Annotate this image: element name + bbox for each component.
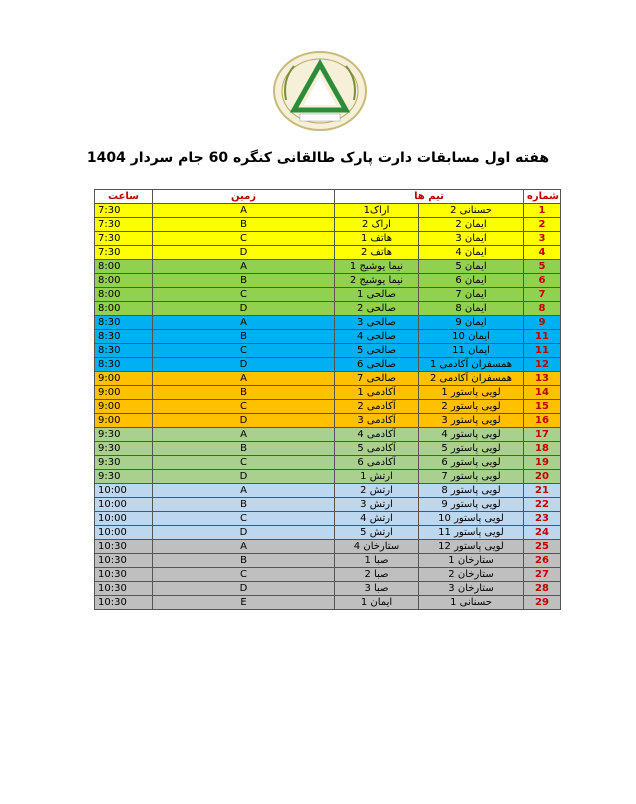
match-time: 7:30 xyxy=(95,204,153,218)
table-header-row xyxy=(95,190,561,204)
match-time: 8:30 xyxy=(95,344,153,358)
header-field: زمین xyxy=(153,190,335,204)
match-team-1: ایمان 9 xyxy=(419,316,524,330)
match-team-2: صالحی 5 xyxy=(335,344,419,358)
match-number: 12 xyxy=(524,358,561,372)
match-field: C xyxy=(153,512,335,526)
match-field: D xyxy=(153,358,335,372)
table-row xyxy=(95,512,561,526)
match-field: E xyxy=(153,596,335,610)
match-team-1: ایمان 7 xyxy=(419,288,524,302)
table-row xyxy=(95,344,561,358)
match-field: B xyxy=(153,386,335,400)
match-team-1: لویی پاستور 3 xyxy=(419,414,524,428)
table-row xyxy=(95,456,561,470)
match-number: 28 xyxy=(524,582,561,596)
match-team-1: ستارخان 2 xyxy=(419,568,524,582)
match-team-2: صالحی 7 xyxy=(335,372,419,386)
match-field: A xyxy=(153,260,335,274)
match-team-2: آکادمی 3 xyxy=(335,414,419,428)
match-number: 17 xyxy=(524,428,561,442)
match-field: B xyxy=(153,218,335,232)
table-row xyxy=(95,260,561,274)
table-row xyxy=(95,428,561,442)
congress-60-logo xyxy=(272,50,368,132)
match-time: 10:30 xyxy=(95,540,153,554)
match-team-2: صبا 2 xyxy=(335,568,419,582)
table-row xyxy=(95,274,561,288)
table-row xyxy=(95,358,561,372)
match-team-2: نیما یوشیج 1 xyxy=(335,260,419,274)
table-row xyxy=(95,596,561,610)
match-number: 23 xyxy=(524,512,561,526)
match-time: 10:00 xyxy=(95,484,153,498)
match-number: 25 xyxy=(524,540,561,554)
match-team-2: هاتف 1 xyxy=(335,232,419,246)
match-team-1: همسفران آکادمی 2 xyxy=(419,372,524,386)
match-team-1: لویی پاستور 1 xyxy=(419,386,524,400)
match-field: D xyxy=(153,470,335,484)
match-field: B xyxy=(153,330,335,344)
match-team-2: آکادمی 2 xyxy=(335,400,419,414)
match-team-2: آکادمی 6 xyxy=(335,456,419,470)
match-team-2: آکادمی 5 xyxy=(335,442,419,456)
match-team-1: همسفران آکادمی 1 xyxy=(419,358,524,372)
match-number: 16 xyxy=(524,414,561,428)
match-number: 22 xyxy=(524,498,561,512)
table-row xyxy=(95,498,561,512)
match-number: 11 xyxy=(524,344,561,358)
table-row xyxy=(95,204,561,218)
match-number: 20 xyxy=(524,470,561,484)
match-team-2: صبا 3 xyxy=(335,582,419,596)
match-team-2: نیما یوشیج 2 xyxy=(335,274,419,288)
match-time: 10:30 xyxy=(95,554,153,568)
match-time: 10:00 xyxy=(95,498,153,512)
match-number: 8 xyxy=(524,302,561,316)
match-team-2: اراک 2 xyxy=(335,218,419,232)
table-row xyxy=(95,400,561,414)
match-team-1: حسنانی 1 xyxy=(419,596,524,610)
match-field: C xyxy=(153,232,335,246)
match-time: 9:30 xyxy=(95,442,153,456)
match-team-2: ارتش 4 xyxy=(335,512,419,526)
match-team-2: ایمان 1 xyxy=(335,596,419,610)
match-time: 9:00 xyxy=(95,400,153,414)
match-team-2: صبا 1 xyxy=(335,554,419,568)
match-number: 2 xyxy=(524,218,561,232)
match-time: 9:00 xyxy=(95,372,153,386)
match-number: 15 xyxy=(524,400,561,414)
match-team-1: لویی پاستور 10 xyxy=(419,512,524,526)
match-team-2: صالحی 3 xyxy=(335,316,419,330)
match-time: 8:00 xyxy=(95,288,153,302)
match-team-2: ارتش 3 xyxy=(335,498,419,512)
match-time: 8:30 xyxy=(95,316,153,330)
table-row xyxy=(95,316,561,330)
table-row xyxy=(95,246,561,260)
table-row xyxy=(95,554,561,568)
table-row xyxy=(95,484,561,498)
match-field: A xyxy=(153,428,335,442)
match-team-1: لویی پاستور 4 xyxy=(419,428,524,442)
match-team-1: لویی پاستور 12 xyxy=(419,540,524,554)
header-time: ساعت xyxy=(95,190,153,204)
match-number: 29 xyxy=(524,596,561,610)
match-time: 10:30 xyxy=(95,596,153,610)
match-number: 26 xyxy=(524,554,561,568)
match-team-1: لویی پاستور 5 xyxy=(419,442,524,456)
match-team-1: لویی پاستور 8 xyxy=(419,484,524,498)
table-row xyxy=(95,582,561,596)
match-field: C xyxy=(153,344,335,358)
match-field: A xyxy=(153,540,335,554)
match-field: B xyxy=(153,274,335,288)
match-team-2: صالحی 4 xyxy=(335,330,419,344)
match-team-2: آکادمی 4 xyxy=(335,428,419,442)
match-number: 11 xyxy=(524,330,561,344)
match-field: A xyxy=(153,372,335,386)
table-row xyxy=(95,568,561,582)
header-teams: تیم ها xyxy=(335,190,524,204)
match-team-1: لویی پاستور 9 xyxy=(419,498,524,512)
match-field: B xyxy=(153,554,335,568)
match-time: 10:00 xyxy=(95,526,153,540)
match-time: 10:30 xyxy=(95,582,153,596)
match-team-2: صالحی 2 xyxy=(335,302,419,316)
match-number: 18 xyxy=(524,442,561,456)
match-time: 7:30 xyxy=(95,218,153,232)
match-field: D xyxy=(153,246,335,260)
match-time: 8:00 xyxy=(95,302,153,316)
match-number: 5 xyxy=(524,260,561,274)
table-row xyxy=(95,470,561,484)
match-time: 9:30 xyxy=(95,470,153,484)
match-number: 1 xyxy=(524,204,561,218)
match-team-2: هاتف 2 xyxy=(335,246,419,260)
match-time: 9:30 xyxy=(95,428,153,442)
table-row xyxy=(95,414,561,428)
match-time: 10:00 xyxy=(95,512,153,526)
match-team-2: ارتش 5 xyxy=(335,526,419,540)
page-title: هفته اول مسابقات دارت پارک طالقانی کنگره 60 جام سردار 1404 xyxy=(86,150,550,166)
table-row xyxy=(95,288,561,302)
match-team-1: لویی پاستور 11 xyxy=(419,526,524,540)
match-field: C xyxy=(153,288,335,302)
match-field: D xyxy=(153,302,335,316)
match-number: 13 xyxy=(524,372,561,386)
match-team-2: ارتش 2 xyxy=(335,484,419,498)
match-field: C xyxy=(153,456,335,470)
match-team-1: لویی پاستور 6 xyxy=(419,456,524,470)
match-time: 9:00 xyxy=(95,414,153,428)
match-field: A xyxy=(153,484,335,498)
match-team-1: ایمان 5 xyxy=(419,260,524,274)
match-number: 9 xyxy=(524,316,561,330)
table-row xyxy=(95,232,561,246)
match-team-1: ایمان 8 xyxy=(419,302,524,316)
match-time: 7:30 xyxy=(95,232,153,246)
match-team-1: ایمان 10 xyxy=(419,330,524,344)
match-field: A xyxy=(153,204,335,218)
match-time: 8:00 xyxy=(95,260,153,274)
match-time: 9:00 xyxy=(95,386,153,400)
match-number: 27 xyxy=(524,568,561,582)
match-team-1: لویی پاستور 2 xyxy=(419,400,524,414)
table-row xyxy=(95,540,561,554)
match-schedule-table xyxy=(94,189,561,610)
match-team-2: صالحی 6 xyxy=(335,358,419,372)
match-team-1: ایمان 11 xyxy=(419,344,524,358)
match-team-1: ایمان 4 xyxy=(419,246,524,260)
match-number: 21 xyxy=(524,484,561,498)
match-team-2: صالحی 1 xyxy=(335,288,419,302)
match-team-1: ستارخان 3 xyxy=(419,582,524,596)
table-row xyxy=(95,330,561,344)
match-field: D xyxy=(153,414,335,428)
match-team-2: ستارخان 4 xyxy=(335,540,419,554)
table-row xyxy=(95,386,561,400)
match-number: 6 xyxy=(524,274,561,288)
match-field: B xyxy=(153,498,335,512)
match-field: C xyxy=(153,400,335,414)
match-team-1: حسنانی 2 xyxy=(419,204,524,218)
match-time: 10:30 xyxy=(95,568,153,582)
header-number: شماره xyxy=(524,190,561,204)
match-team-1: ستارخان 1 xyxy=(419,554,524,568)
table-row xyxy=(95,372,561,386)
match-team-1: لویی پاستور 7 xyxy=(419,470,524,484)
match-number: 4 xyxy=(524,246,561,260)
match-field: C xyxy=(153,568,335,582)
match-field: B xyxy=(153,442,335,456)
table-row xyxy=(95,302,561,316)
table-row xyxy=(95,442,561,456)
match-number: 14 xyxy=(524,386,561,400)
match-time: 8:30 xyxy=(95,358,153,372)
match-team-1: ایمان 6 xyxy=(419,274,524,288)
match-field: D xyxy=(153,526,335,540)
match-team-1: ایمان 3 xyxy=(419,232,524,246)
match-number: 3 xyxy=(524,232,561,246)
match-time: 8:00 xyxy=(95,274,153,288)
match-number: 24 xyxy=(524,526,561,540)
match-time: 8:30 xyxy=(95,330,153,344)
match-team-2: اراک1 xyxy=(335,204,419,218)
match-field: A xyxy=(153,316,335,330)
match-team-1: ایمان 2 xyxy=(419,218,524,232)
match-time: 9:30 xyxy=(95,456,153,470)
match-number: 7 xyxy=(524,288,561,302)
match-team-2: ارتش 1 xyxy=(335,470,419,484)
match-time: 7:30 xyxy=(95,246,153,260)
match-team-2: آکادمی 1 xyxy=(335,386,419,400)
table-row xyxy=(95,526,561,540)
match-field: D xyxy=(153,582,335,596)
table-row xyxy=(95,218,561,232)
match-number: 19 xyxy=(524,456,561,470)
